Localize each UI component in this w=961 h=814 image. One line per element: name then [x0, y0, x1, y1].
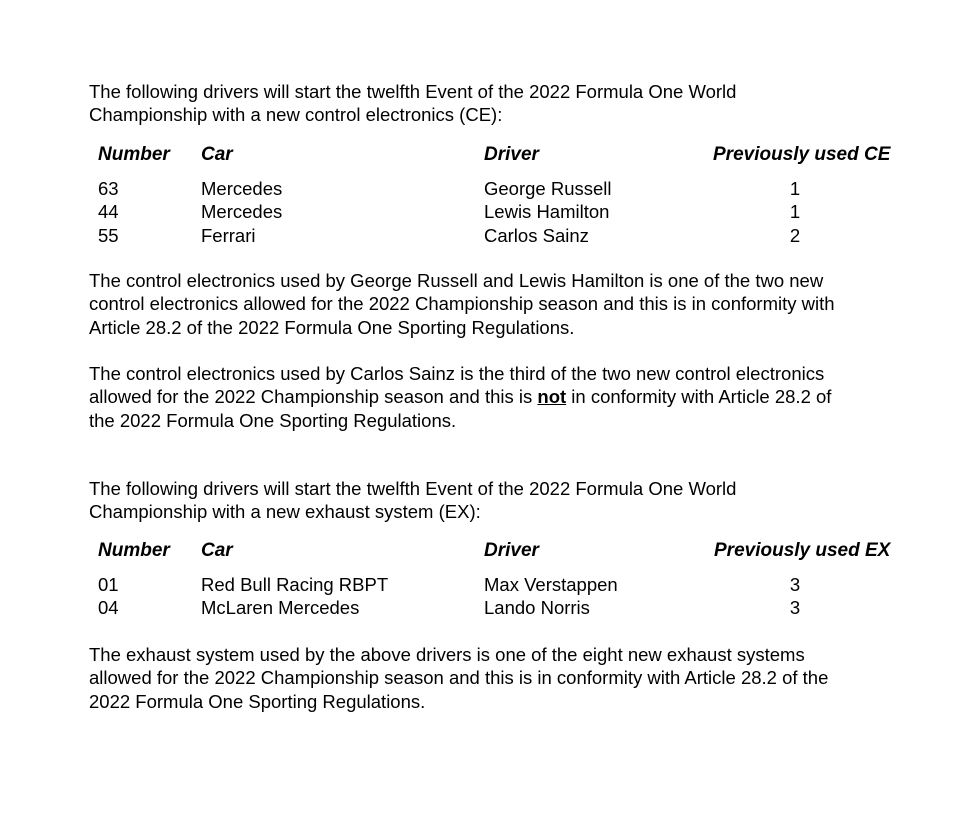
ce-intro-paragraph	[89, 80, 909, 127]
ex-header-driver: Driver	[484, 540, 539, 561]
row-previous: 2	[789, 225, 801, 246]
ex-header-car: Car	[201, 540, 233, 561]
row-previous: 1	[789, 178, 801, 199]
ce-conformity-paragraph	[89, 269, 909, 339]
ce-header-car: Car	[201, 144, 233, 165]
row-previous: 3	[789, 574, 801, 595]
row-driver: George Russell	[484, 178, 612, 199]
ce-header-number: Number	[98, 144, 170, 165]
ce-note2-line-3: the 2022 Formula One Sporting Regulations.	[89, 409, 457, 431]
ex-intro-paragraph	[89, 477, 909, 524]
ce-note2-line-2-before: allowed for the 2022 Championship season and this is	[89, 386, 538, 408]
row-number: 44	[98, 201, 119, 222]
ce-note2-line-2	[89, 385, 909, 408]
ex-header-previous: Previously used EX	[714, 540, 891, 561]
ce-intro-line-2: Championship with a new control electronics (CE):	[89, 104, 503, 126]
ce-nonconformity-paragraph	[89, 362, 909, 432]
ce-header-driver: Driver	[484, 144, 539, 165]
row-driver: Carlos Sainz	[484, 225, 589, 246]
ce-note2-line-1: The control electronics used by Carlos Sainz is the third of the two new control electronics	[89, 363, 825, 384]
row-number: 63	[98, 178, 119, 199]
ce-intro-line-1: The following drivers will start the twelfth Event of the 2022 Formula One World	[89, 81, 737, 102]
row-driver: Lando Norris	[484, 597, 590, 618]
ex-intro-line-1: The following drivers will start the twelfth Event of the 2022 Formula One World	[89, 478, 737, 499]
row-car: Mercedes	[201, 201, 283, 222]
not-emphasis: not	[537, 386, 567, 408]
ce-note1-line-1: The control electronics used by George Russell and Lewis Hamilton is one of the two new	[89, 270, 824, 291]
row-number: 04	[98, 597, 119, 618]
ex-intro-line-2: Championship with a new exhaust system (EX):	[89, 501, 481, 523]
row-number: 01	[98, 574, 119, 595]
row-previous: 3	[789, 597, 801, 618]
ex-note1-line-2: allowed for the 2022 Championship season and this is in conformity with Article 28.2 of the	[89, 667, 829, 689]
row-driver: Max Verstappen	[484, 574, 618, 595]
ce-header-previous: Previously used CE	[713, 144, 891, 165]
ce-note1-line-2: control electronics allowed for the 2022 Championship season and this is in conformity with	[89, 293, 835, 315]
ex-conformity-paragraph	[89, 643, 909, 713]
row-number: 55	[98, 225, 119, 246]
ex-note1-line-3: 2022 Formula One Sporting Regulations.	[89, 690, 426, 712]
ce-note1-line-3: Article 28.2 of the 2022 Formula One Sporting Regulations.	[89, 316, 575, 338]
ex-note1-line-1: The exhaust system used by the above drivers is one of the eight new exhaust systems	[89, 644, 805, 665]
row-car: McLaren Mercedes	[201, 597, 360, 618]
ex-header-number: Number	[98, 540, 170, 561]
row-driver: Lewis Hamilton	[484, 201, 610, 222]
ce-note2-line-2-after: in conformity with Article 28.2 of	[566, 386, 832, 408]
row-previous: 1	[789, 201, 801, 222]
row-car: Mercedes	[201, 178, 283, 199]
row-car: Red Bull Racing RBPT	[201, 574, 389, 595]
row-car: Ferrari	[201, 225, 256, 246]
